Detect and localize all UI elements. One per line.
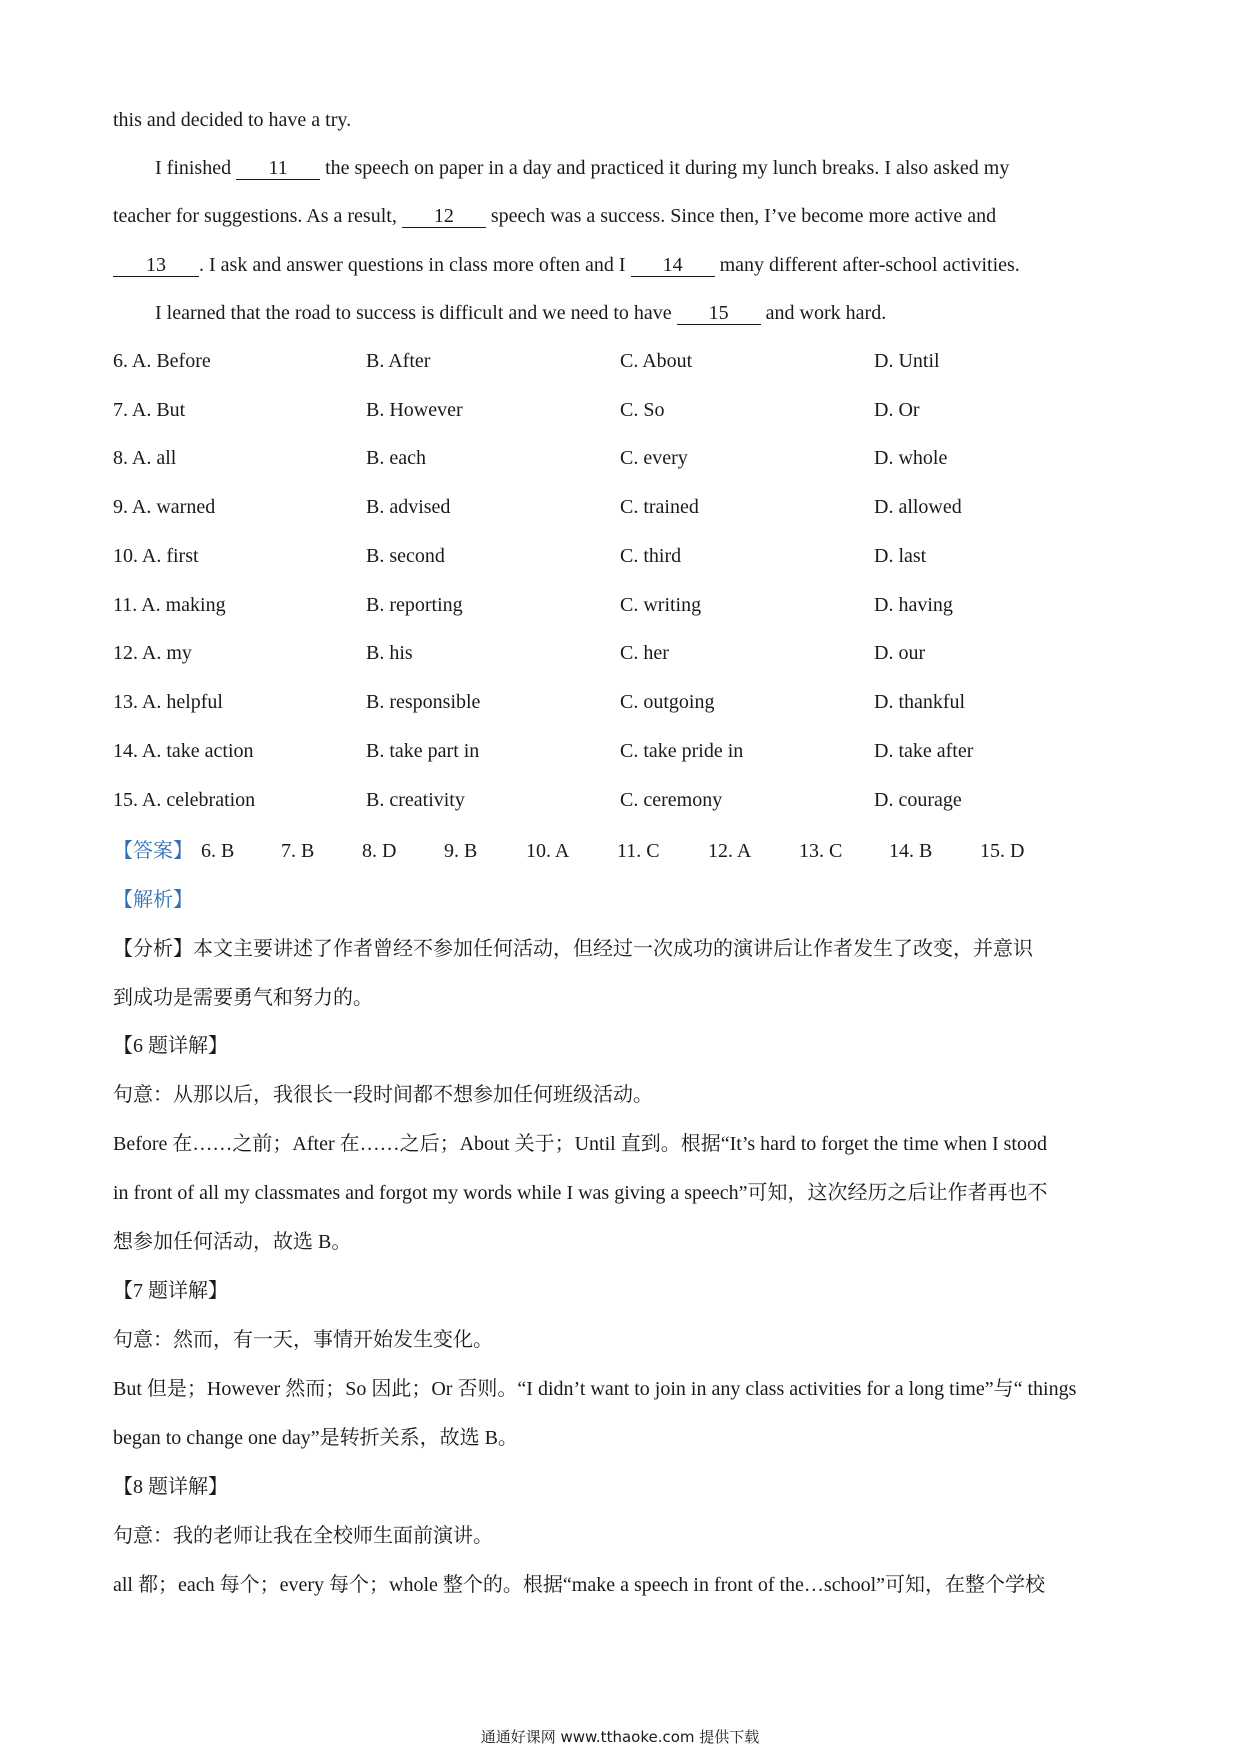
option-a: 6. A. Before: [113, 350, 211, 372]
option-c: C. every: [620, 447, 688, 469]
option-row-11: [113, 592, 1133, 618]
option-a: 8. A. all: [113, 447, 177, 469]
option-d: D. thankful: [874, 691, 966, 713]
answer-7: 7. B: [281, 840, 315, 862]
option-b: B. take part in: [366, 740, 480, 762]
q7-explanation-line-2: began to change one day”是转折关系，故选 B。: [113, 1427, 518, 1449]
q8-meaning: 句意：我的老师让我在全校师生面前演讲。: [113, 1525, 493, 1547]
option-b: B. responsible: [366, 691, 481, 713]
passage-text: and work hard.: [765, 302, 887, 324]
answer-key: [113, 838, 1133, 864]
q6-explanation-line-2: in front of all my classmates and forgot my words while I was giving a speech”可知，这次经历之后让作者再也不: [113, 1182, 1048, 1204]
option-b: B. After: [366, 350, 431, 372]
passage-text: speech was a success. Since then, I’ve become more active and: [490, 205, 997, 227]
option-d: D. Until: [874, 350, 940, 372]
option-a: 10. A. first: [113, 545, 199, 567]
passage-line-5: [155, 300, 886, 326]
blank-13: 13: [113, 254, 199, 277]
option-b: B. second: [366, 545, 445, 567]
option-a: 13. A. helpful: [113, 691, 223, 713]
option-c: C. So: [620, 399, 665, 421]
option-c: C. writing: [620, 594, 702, 616]
option-b: B. his: [366, 642, 413, 664]
q8-heading: 【8 题详解】: [113, 1476, 228, 1498]
option-row-13: [113, 689, 1133, 715]
option-b: B. each: [366, 447, 426, 469]
option-row-6: [113, 348, 1133, 374]
q6-explanation-line-1: Before 在……之前；After 在……之后；About 关于；Until 直到。根据“It’s hard to forget the time when I stood: [113, 1133, 1047, 1155]
option-c: C. her: [620, 642, 669, 664]
passage-line-1: [113, 107, 351, 133]
answer-9: 9. B: [444, 840, 478, 862]
analysis-summary-line-1: 【分析】本文主要讲述了作者曾经不参加任何活动，但经过一次成功的演讲后让作者发生了改变，并意识: [113, 938, 1033, 960]
option-d: D. courage: [874, 789, 962, 811]
passage-text: I finished: [155, 157, 232, 179]
option-row-8: [113, 445, 1133, 471]
blank-12: 12: [402, 205, 486, 228]
option-a: 15. A. celebration: [113, 789, 256, 811]
option-d: D. having: [874, 594, 953, 616]
passage-text: the speech on paper in a day and practiced it during my lunch breaks. I also asked my: [325, 157, 1010, 179]
blank-14: 14: [631, 254, 715, 277]
option-a: 11. A. making: [113, 594, 226, 616]
option-d: D. allowed: [874, 496, 962, 518]
q6-explanation-line-3: 想参加任何活动，故选 B。: [113, 1231, 352, 1253]
page-footer: 通通好课网 www.tthaoke.com 提供下载: [480, 1728, 760, 1746]
option-d: D. Or: [874, 399, 920, 421]
option-d: D. take after: [874, 740, 974, 762]
option-row-7: [113, 397, 1133, 423]
option-c: C. trained: [620, 496, 699, 518]
answer-15: 15. D: [980, 840, 1025, 862]
q8-explanation-line-1: all 都；each 每个；every 每个；whole 整个的。根据“make a speech in front of the…school”可知，在整个学校: [113, 1574, 1046, 1596]
option-b: B. creativity: [366, 789, 465, 811]
option-row-15: [113, 787, 1133, 813]
option-d: D. last: [874, 545, 927, 567]
q6-meaning: 句意：从那以后，我很长一段时间都不想参加任何班级活动。: [113, 1084, 653, 1106]
option-c: C. take pride in: [620, 740, 744, 762]
answer-13: 13. C: [799, 840, 843, 862]
passage-line-4: [113, 252, 1020, 278]
passage-text: teacher for suggestions. As a result,: [113, 205, 397, 227]
q7-heading: 【7 题详解】: [113, 1280, 228, 1302]
answer-12: 12. A: [708, 840, 752, 862]
option-a: 9. A. warned: [113, 496, 216, 518]
option-d: D. whole: [874, 447, 948, 469]
option-row-9: [113, 494, 1133, 520]
option-c: C. third: [620, 545, 682, 567]
answer-8: 8. D: [362, 840, 397, 862]
option-a: 14. A. take action: [113, 740, 254, 762]
option-b: B. advised: [366, 496, 451, 518]
answer-14: 14. B: [889, 840, 933, 862]
option-c: C. About: [620, 350, 693, 372]
blank-11: 11: [236, 157, 320, 180]
option-c: C. ceremony: [620, 789, 723, 811]
option-c: C. outgoing: [620, 691, 715, 713]
q7-meaning: 句意：然而，有一天，事情开始发生变化。: [113, 1329, 493, 1351]
option-b: B. However: [366, 399, 463, 421]
option-row-12: [113, 640, 1133, 666]
answer-tag: 【答案】: [113, 840, 193, 862]
option-d: D. our: [874, 642, 926, 664]
analysis-tag: 【解析】: [113, 889, 193, 911]
option-row-14: [113, 738, 1133, 764]
q6-heading: 【6 题详解】: [113, 1035, 228, 1057]
passage-line-2: [155, 155, 1009, 181]
analysis-summary-line-2: 到成功是需要勇气和努力的。: [113, 987, 373, 1009]
passage-text: . I ask and answer questions in class more often and I: [199, 254, 626, 276]
passage-line-3: [113, 203, 996, 229]
passage-text: I learned that the road to success is difficult and we need to have: [155, 302, 672, 324]
option-a: 12. A. my: [113, 642, 192, 664]
q7-explanation-line-1: But 但是；However 然而；So 因此；Or 否则。“I didn’t want to join in any class activities for a long time”与“ things: [113, 1378, 1077, 1400]
option-a: 7. A. But: [113, 399, 186, 421]
answer-11: 11. C: [617, 840, 660, 862]
blank-15: 15: [677, 302, 761, 325]
passage-text: many different after-school activities.: [719, 254, 1020, 276]
option-row-10: [113, 543, 1133, 569]
passage-text: this and decided to have a try.: [113, 109, 352, 131]
answer-6: 6. B: [201, 840, 235, 862]
option-b: B. reporting: [366, 594, 463, 616]
answer-10: 10. A: [526, 840, 570, 862]
